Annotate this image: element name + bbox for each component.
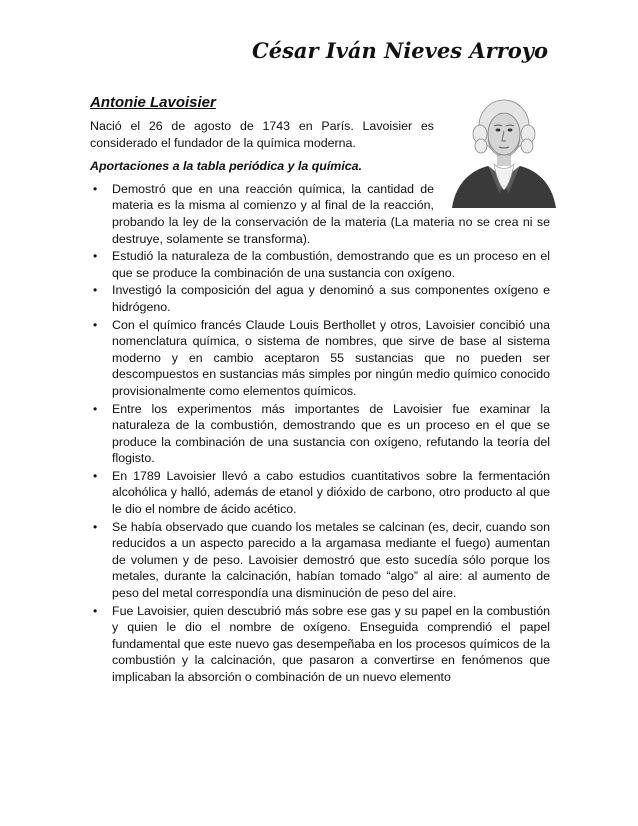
list-item: • Estudió la naturaleza de la combustión, demostrando que es un proceso en el que se produce la combinación de una sustancia con oxígeno. (112, 248, 550, 281)
contributions-list (90, 181, 550, 686)
list-item: • Fue Lavoisier, quien descubrió más sobre ese gas y su papel en la combustión y quien le dio el nombre de oxígeno. Enseguida comprendió el papel fundamental que este nuevo gas desempeñaba en los procesos químicos de la combustión y la calcinación, que pasaron a convertirse en fenómenos que implicaban la absorción o combinación de un nuevo elemento (112, 603, 550, 686)
article-title: Antonie Lavoisier (90, 94, 216, 111)
article-intro: Nació el 26 de agosto de 1743 en París. Lavoisier es considerado el fundador de la química moderna. (90, 119, 434, 150)
list-item: • Investigó la composición del agua y denominó a sus componentes oxígeno e hidrógeno. (112, 282, 550, 315)
author-name: César Iván Nieves Arroyo (252, 38, 548, 63)
document-body (90, 94, 550, 687)
list-item: • Entre los experimentos más importantes de Lavoisier fue examinar la naturaleza de la combustión, demostrando que es un proceso en el que se produce la combinación de una sustancia con oxígeno, refutando la teoría del flogisto. (112, 401, 550, 467)
list-item: • Se había observado que cuando los metales se calcinan (es, decir, cuando son reducidos a un aspecto parecido a la argamasa mediante el fuego) aumentan de volumen y de peso. Lavoisier demostró que esto sucedía sólo porque los metales, durante la calcinación, habían tomado “algo” al aire: al aumento de peso del metal correspondía una disminución de peso del aire. (112, 519, 550, 602)
list-item: • Con el químico francés Claude Louis Berthollet y otros, Lavoisier concibió una nomenclatura química, o sistema de nombres, que sirve de base al sistema moderno y en cambio aceptaron 55 sustancias que no pueden ser descompuestos en sustancias más simples por ningún medio químico conocido provisionalmente como elementos químicos. (112, 317, 550, 400)
list-item: • Demostró que en una reacción química, la cantidad de materia es la misma al comienzo y al final de la reacción, probando la ley de la conservación de la materia (La materia no se crea ni se destruye, solamente se transforma). (112, 181, 550, 247)
list-item: • En 1789 Lavoisier llevó a cabo estudios cuantitativos sobre la fermentación alcohólica y halló, además de etanol y dióxido de carbono, otro producto al que le dio el nombre de ácido acético. (112, 468, 550, 518)
section-subtitle: Aportaciones a la tabla periódica y la química. (90, 159, 362, 174)
